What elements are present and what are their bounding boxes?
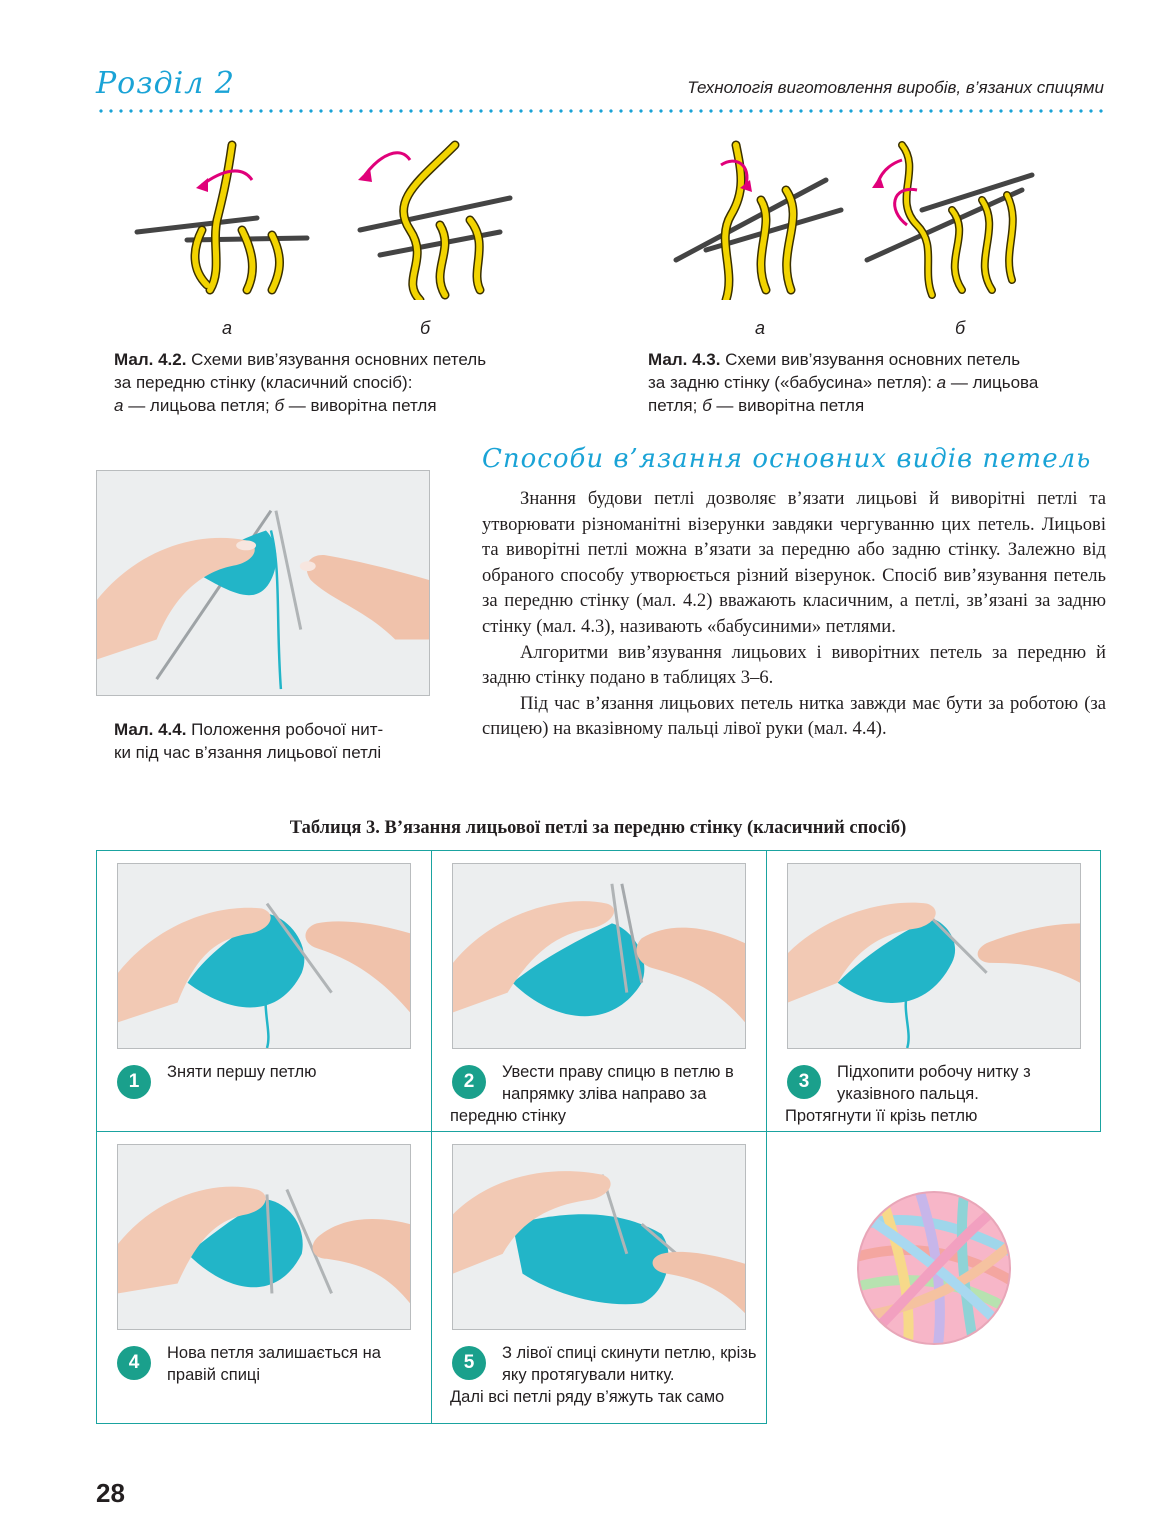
fig-4-3-letter-a: а (754, 318, 765, 338)
table-cell-step-1 (96, 850, 432, 1132)
caption-fig-4-3-a: а (936, 373, 947, 392)
step-3-text-rest: Протягнути її крізь петлю (785, 1107, 978, 1125)
step-5-number: 5 (452, 1346, 486, 1380)
step-4-text (115, 1342, 425, 1386)
body-paragraph-3: Під час в’язання лицьових петель нитка завжди має бути за роботою (за спицею) на вказівному пальці лівої руки (мал. 4.4). (482, 692, 1106, 740)
caption-fig-4-2-b: б (274, 396, 285, 415)
photo-fig-4-4-hands-knitting (96, 470, 430, 696)
table-title: Таблиця 3. В’язання лицьової петлі за передню стінку (класичний спосіб) (289, 818, 907, 838)
step-4-photo (117, 1144, 411, 1330)
caption-fig-4-3-b-text: — виворітна петля (716, 396, 865, 415)
caption-fig-4-2-a: а (114, 396, 124, 415)
step-5-text-line1: З лівої спиці скинути петлю, крізь яку протягували нитку. (502, 1344, 757, 1384)
step-4-text-line1: Нова петля залишається на правій спиці (167, 1344, 381, 1384)
caption-fig-4-3-b: б (702, 396, 712, 415)
section-subheading: Способи в’язання основних видів петель (482, 444, 1092, 474)
body-paragraph-2: Алгоритми вив’язування лицьових і виворітних петель за передню й задню стінку подано в таблицях 3–6. (482, 641, 1106, 689)
caption-fig-4-3-line3: петля; (648, 396, 698, 415)
caption-fig-4-3-label: Мал. 4.3. (648, 350, 721, 369)
fig-4-2-letter-a: а (221, 318, 232, 338)
body-paragraph-1: Знання будови петлі дозволяє в’язати лицьові й виворітні петлі та утворювати різноманітні візерунки завдяки чергуванню цих петель. Лицьові та виворітні петлі можна в’язати за передню або задню стінку. Залежно від обраного способу утворюється різний візерунок. Спосіб вив’язування петель за передню стінку (мал. 4.2) вважають класичним, а петлі, зв’язані за задню стінку (мал. 4.3), називають «бабусиними» петлями. (482, 488, 1106, 637)
caption-fig-4-3 (648, 348, 1098, 417)
section-body (482, 486, 1106, 742)
step-3-text (785, 1061, 1095, 1127)
step-5-text (450, 1342, 760, 1408)
step-2-number: 2 (452, 1065, 486, 1099)
step-2-text-line1: Увести праву спицю в петлю в напрямку зліва направо за (502, 1063, 734, 1103)
step-3-photo (787, 863, 1081, 1049)
caption-fig-4-2-b-text: — виворітна петля (288, 396, 437, 415)
step-3-text-line1: Підхопити робочу нитку з указівного пальця. (837, 1063, 1031, 1103)
section-label: Розділ 2 (96, 66, 235, 101)
header-dotted-divider (96, 108, 1106, 114)
header-title: Технологія виготовлення виробів, в’язаних спицями (687, 78, 1104, 97)
diagram-4-3-b (862, 140, 1042, 300)
diagram-4-3-a (666, 140, 846, 300)
caption-fig-4-2-line2: за передню стінку (класичний спосіб): (114, 373, 413, 392)
caption-fig-4-4-label: Мал. 4.4. (114, 720, 187, 739)
caption-fig-4-2-a-text: — лицьова петля; (128, 396, 270, 415)
caption-fig-4-3-line2: за задню стінку («бабусина» петля): (648, 373, 932, 392)
step-1-number: 1 (117, 1065, 151, 1099)
caption-fig-4-2-label: Мал. 4.2. (114, 350, 187, 369)
caption-fig-4-4 (114, 718, 434, 764)
step-5-photo (452, 1144, 746, 1330)
caption-fig-4-3-line1: Схеми вив’язування основних петель (725, 350, 1021, 369)
step-5-text-rest: Далі всі петлі ряду в’яжуть так само (450, 1388, 725, 1406)
caption-fig-4-3-a-text: — лицьова (950, 373, 1039, 392)
table-cell-step-2 (431, 850, 767, 1132)
step-1-photo (117, 863, 411, 1049)
step-2-text-rest: передню стінку (450, 1107, 567, 1125)
table-cell-step-4 (96, 1131, 432, 1424)
caption-fig-4-2 (114, 348, 554, 417)
step-1-text (115, 1061, 425, 1083)
diagram-4-2-b (340, 140, 520, 300)
caption-fig-4-4-line1: Положення робочої нит- (191, 720, 384, 739)
step-2-text (450, 1061, 760, 1127)
caption-fig-4-2-line1: Схеми вив’язування основних петель (191, 350, 487, 369)
fig-4-3-letter-b: б (954, 318, 966, 338)
step-4-number: 4 (117, 1346, 151, 1380)
page-number: 28 (96, 1478, 125, 1508)
diagram-4-2-a (132, 140, 312, 300)
yarn-ball-illustration (856, 1190, 1012, 1346)
step-2-photo (452, 863, 746, 1049)
caption-fig-4-4-line2: ки під час в’язання лицьової петлі (114, 743, 382, 762)
fig-4-2-letter-b: б (419, 318, 431, 338)
steps-table (96, 850, 1101, 1424)
step-1-text-line1: Зняти першу петлю (167, 1063, 317, 1081)
table-cell-step-3 (766, 850, 1101, 1132)
table-cell-step-5 (431, 1131, 767, 1424)
step-3-number: 3 (787, 1065, 821, 1099)
